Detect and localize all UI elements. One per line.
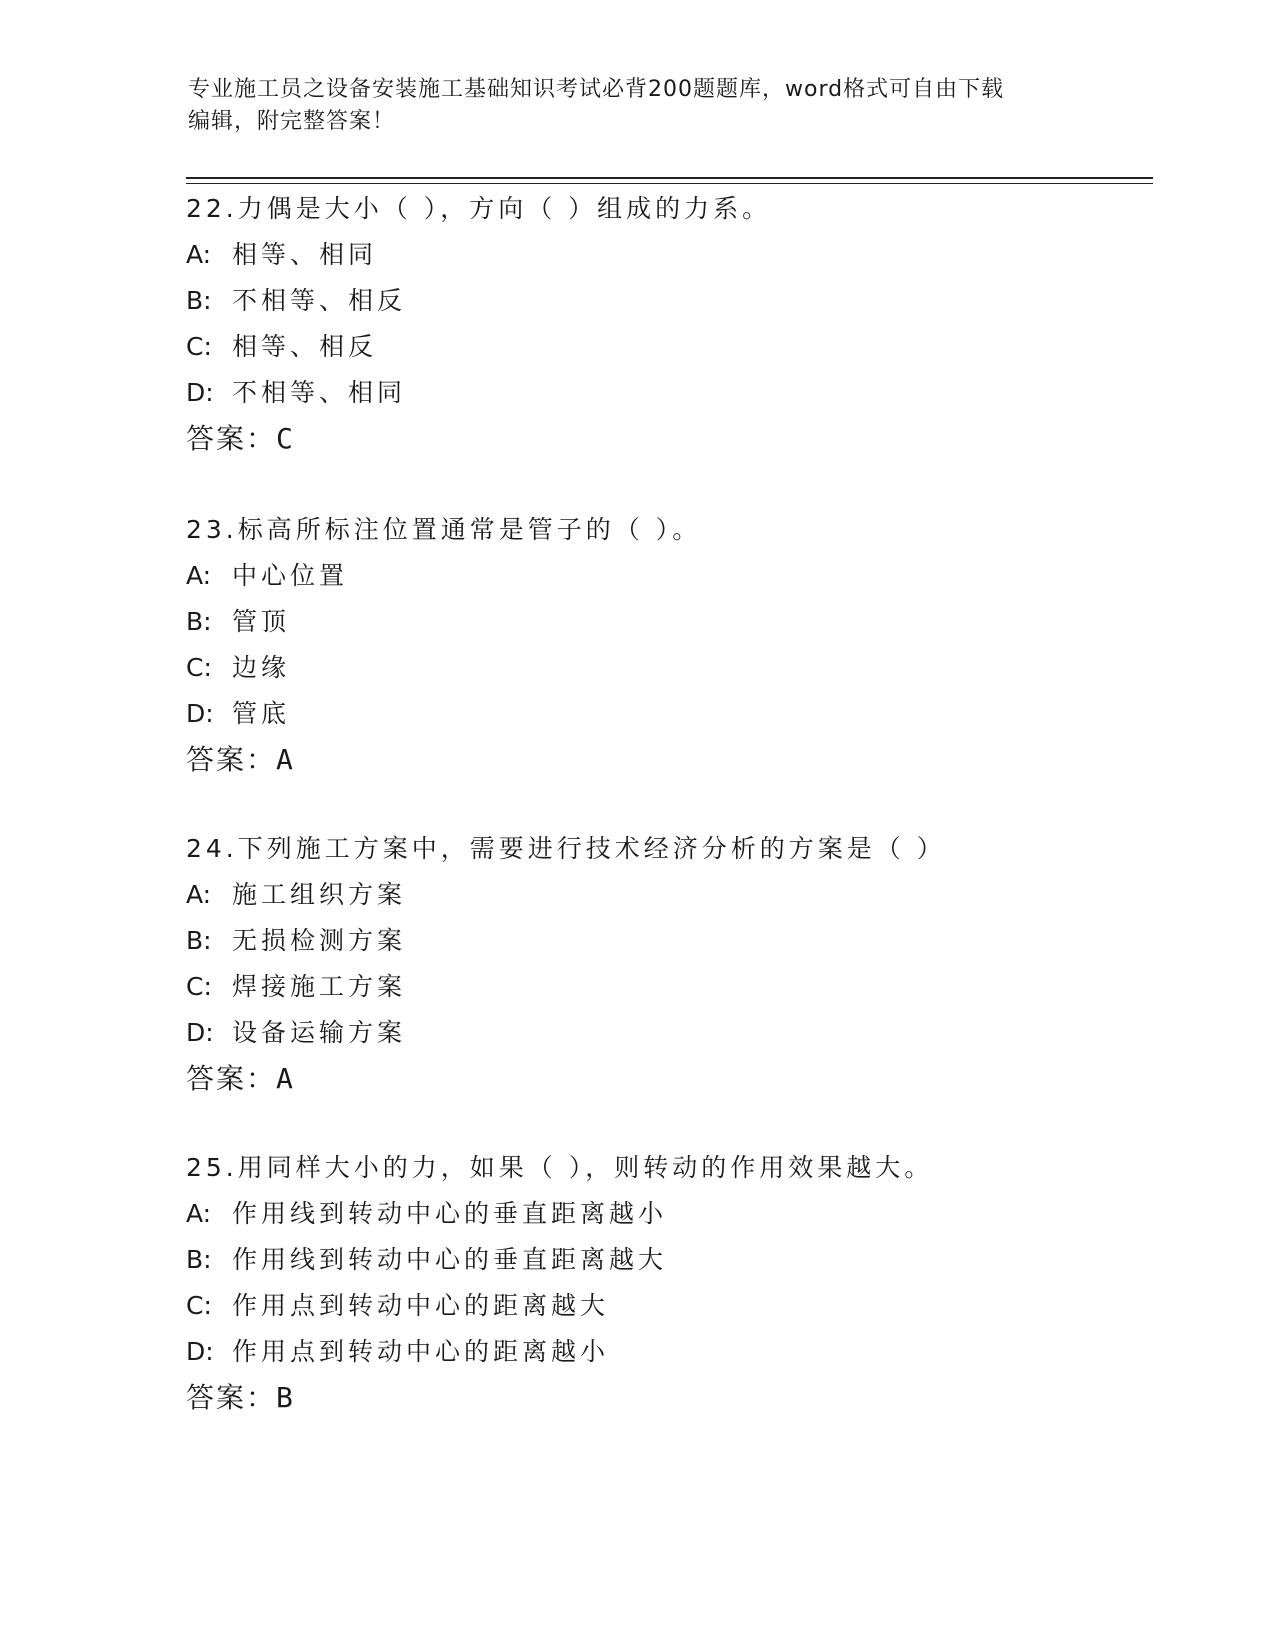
option-d: [186, 691, 1186, 737]
question-23: [186, 507, 1186, 783]
answer-line: 答案：C: [186, 422, 295, 455]
option-text: 焊接施工方案: [232, 972, 407, 1001]
option-letter: C:: [186, 1291, 212, 1320]
option-letter: A:: [186, 240, 212, 269]
option-d: [186, 1010, 1186, 1056]
option-c: [186, 645, 1186, 691]
option-text: 相等、相反: [232, 332, 378, 361]
question-22: [186, 186, 1186, 462]
option-b: [186, 599, 1186, 645]
option-text: 不相等、相反: [232, 286, 407, 315]
option-text: 管底: [232, 699, 291, 728]
option-a: [186, 232, 1186, 278]
option-d: [186, 1329, 1186, 1375]
option-text: 相等、相同: [232, 240, 378, 269]
option-d: [186, 370, 1186, 416]
option-text: 作用点到转动中心的距离越小: [232, 1337, 610, 1366]
option-text: 作用线到转动中心的垂直距离越小: [232, 1199, 668, 1228]
option-text: 无损检测方案: [232, 926, 407, 955]
option-letter: B:: [186, 286, 212, 315]
question-stem: 22.力偶是大小（ ），方向（ ）组成的力系。: [186, 194, 772, 223]
option-letter: D:: [186, 1337, 214, 1366]
header-line-1: 专业施工员之设备安装施工基础知识考试必背200题题库，word格式可自由下载: [188, 77, 1005, 102]
question-stem: 23.标高所标注位置通常是管子的（ ）。: [186, 515, 702, 544]
option-letter: D:: [186, 699, 214, 728]
option-c: [186, 964, 1186, 1010]
question-24: [186, 826, 1186, 1102]
option-text: 作用线到转动中心的垂直距离越大: [232, 1245, 668, 1274]
question-stem: 25.用同样大小的力，如果（ ），则转动的作用效果越大。: [186, 1153, 934, 1182]
option-a: [186, 872, 1186, 918]
header-divider-thin: [186, 183, 1153, 184]
option-text: 施工组织方案: [232, 880, 407, 909]
option-letter: B:: [186, 926, 212, 955]
option-b: [186, 918, 1186, 964]
option-letter: A:: [186, 1199, 212, 1228]
option-letter: B:: [186, 1245, 212, 1274]
option-letter: A:: [186, 880, 212, 909]
option-b: [186, 278, 1186, 324]
option-text: 边缘: [232, 653, 291, 682]
option-text: 设备运输方案: [232, 1018, 407, 1047]
option-letter: C:: [186, 653, 212, 682]
option-letter: D:: [186, 378, 214, 407]
option-letter: C:: [186, 332, 212, 361]
option-a: [186, 553, 1186, 599]
option-text: 管顶: [232, 607, 291, 636]
question-stem: 24.下列施工方案中，需要进行技术经济分析的方案是（ ）: [186, 834, 946, 863]
option-b: [186, 1237, 1186, 1283]
document-header: [188, 74, 1088, 138]
header-divider-thick: [186, 177, 1153, 179]
option-text: 作用点到转动中心的距离越大: [232, 1291, 610, 1320]
option-letter: B:: [186, 607, 212, 636]
option-text: 不相等、相同: [232, 378, 407, 407]
option-letter: D:: [186, 1018, 214, 1047]
option-letter: A:: [186, 561, 212, 590]
answer-line: 答案：A: [186, 743, 295, 776]
option-a: [186, 1191, 1186, 1237]
option-text: 中心位置: [232, 561, 349, 590]
option-letter: C:: [186, 972, 212, 1001]
header-line-2: 编辑，附完整答案！: [188, 109, 396, 134]
answer-line: 答案：B: [186, 1381, 295, 1414]
option-c: [186, 1283, 1186, 1329]
answer-line: 答案：A: [186, 1062, 295, 1095]
option-c: [186, 324, 1186, 370]
question-25: [186, 1145, 1186, 1421]
